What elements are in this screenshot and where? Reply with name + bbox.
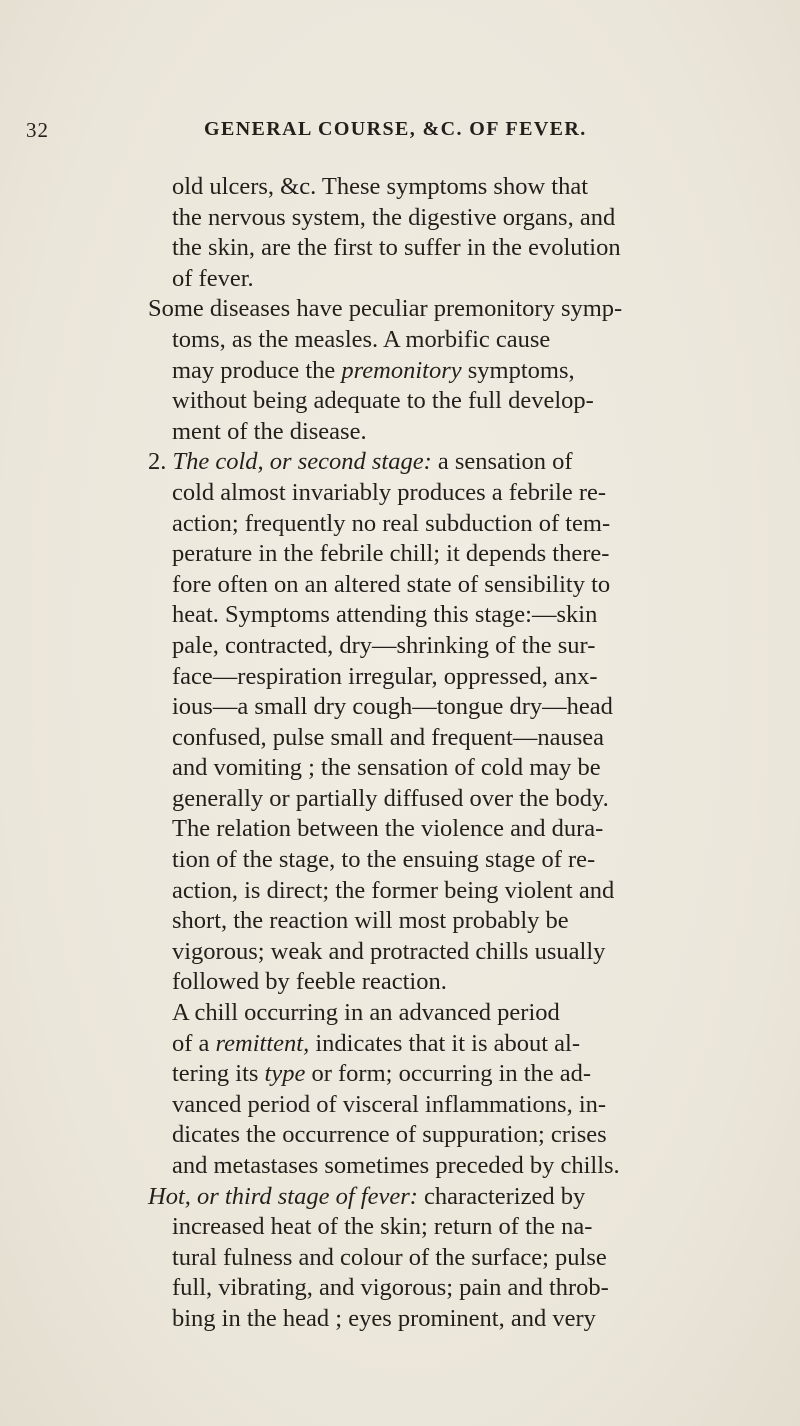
text-line <box>148 417 748 448</box>
text-segment: and metastases sometimes preceded by chills. <box>172 1152 620 1179</box>
text-line <box>148 600 748 631</box>
text-segment: characterized by <box>417 1182 586 1210</box>
text-line <box>148 294 748 325</box>
text-segment: old ulcers, &c. These symptoms show that <box>172 173 588 200</box>
text-segment: tion of the stage, to the ensuing stage of re- <box>172 846 596 874</box>
text-segment: dicates the occurrence of suppuration; crises <box>172 1121 607 1149</box>
text-segment: heat. Symptoms attending this stage:—skin <box>172 601 598 629</box>
text-line <box>148 1304 748 1335</box>
text-line <box>148 876 748 907</box>
text-line <box>148 1120 748 1151</box>
text-line <box>148 998 748 1029</box>
text-segment: perature in the febrile chill; it depends there- <box>172 540 610 568</box>
text-segment: confused, pulse small and frequent—nausea <box>172 723 605 751</box>
text-segment: A chill occurring in an advanced period <box>172 999 560 1027</box>
text-segment: fore often on an altered state of sensibility to <box>172 570 611 598</box>
text-segment: short, the reaction will most probably be <box>172 907 569 935</box>
italic-text: Hot, or third stage of fever: <box>148 1182 418 1210</box>
text-line <box>148 845 748 876</box>
text-line <box>148 447 748 478</box>
text-line <box>148 814 748 845</box>
text-segment: bing in the head ; eyes prominent, and very <box>172 1304 596 1332</box>
text-line <box>148 386 748 417</box>
text-segment: without being adequate to the full develop- <box>172 387 594 415</box>
text-line <box>148 967 748 998</box>
text-segment: action; frequently no real subduction of tem- <box>172 509 611 537</box>
text-line <box>148 1029 748 1060</box>
text-segment: full, vibrating, and vigorous; pain and throb- <box>172 1274 609 1302</box>
text-segment: generally or partially diffused over the body. <box>172 784 609 812</box>
text-segment: and vomiting ; the sensation of cold may be <box>172 754 601 782</box>
text-segment: of fever. <box>172 264 254 292</box>
text-line <box>148 784 748 815</box>
text-line <box>148 1182 748 1213</box>
text-segment: the nervous system, the digestive organs, and <box>172 203 616 231</box>
italic-text: The cold, or second stage: <box>172 448 432 476</box>
text-line <box>148 937 748 968</box>
text-segment: may produce the <box>172 356 342 384</box>
text-segment: tering its <box>172 1060 265 1088</box>
text-segment: cold almost invariably produces a febrile re- <box>172 478 607 506</box>
text-segment: a sensation of <box>431 448 573 476</box>
text-segment: ious—a small dry cough—tongue dry—head <box>172 693 613 721</box>
text-line <box>148 906 748 937</box>
text-segment: action, is direct; the former being violent and <box>172 876 615 904</box>
body-text <box>148 172 748 1335</box>
text-segment: vanced period of visceral inflammations, in- <box>172 1090 607 1118</box>
text-segment: of a <box>172 1029 216 1057</box>
text-line <box>148 753 748 784</box>
text-line <box>148 1090 748 1121</box>
text-line <box>148 478 748 509</box>
text-segment: tural fulness and colour of the surface; pulse <box>172 1243 607 1271</box>
page-number: 32 <box>26 118 49 142</box>
text-line <box>148 1212 748 1243</box>
italic-text: remittent, <box>215 1029 310 1057</box>
text-line <box>148 325 748 356</box>
page-header <box>26 118 746 148</box>
text-line <box>148 723 748 754</box>
text-line <box>148 172 748 203</box>
text-line <box>148 570 748 601</box>
text-line <box>148 356 748 387</box>
text-line <box>148 692 748 723</box>
text-line <box>148 203 748 234</box>
text-line <box>148 1059 748 1090</box>
italic-text: premonitory <box>341 356 462 384</box>
text-segment: indicates that it is about al- <box>309 1029 581 1057</box>
text-line <box>148 264 748 295</box>
text-segment: ment of the disease. <box>172 417 367 445</box>
text-segment: increased heat of the skin; return of the na- <box>172 1213 593 1241</box>
running-head: GENERAL COURSE, &C. OF FEVER. <box>204 118 587 140</box>
text-line <box>148 509 748 540</box>
text-line <box>148 1243 748 1274</box>
text-segment: the skin, are the first to suffer in the evolution <box>172 234 621 262</box>
text-line <box>148 539 748 570</box>
text-segment: The relation between the violence and dura- <box>172 815 604 843</box>
text-line <box>148 1151 748 1182</box>
text-line <box>148 631 748 662</box>
text-segment: face—respiration irregular, oppressed, anx- <box>172 662 598 690</box>
text-segment: Some diseases have peculiar premonitory symp- <box>148 295 623 323</box>
text-segment: 2. <box>148 448 173 476</box>
text-segment: symptoms, <box>461 356 575 384</box>
text-line <box>148 1273 748 1304</box>
italic-text: type <box>264 1060 306 1088</box>
text-segment: vigorous; weak and protracted chills usually <box>172 937 606 965</box>
text-line <box>148 233 748 264</box>
text-segment: followed by feeble reaction. <box>172 968 447 996</box>
text-segment: or form; occurring in the ad- <box>305 1060 592 1088</box>
text-segment: pale, contracted, dry—shrinking of the sur- <box>172 631 596 659</box>
text-segment: toms, as the measles. A morbific cause <box>172 325 551 353</box>
text-line <box>148 662 748 693</box>
